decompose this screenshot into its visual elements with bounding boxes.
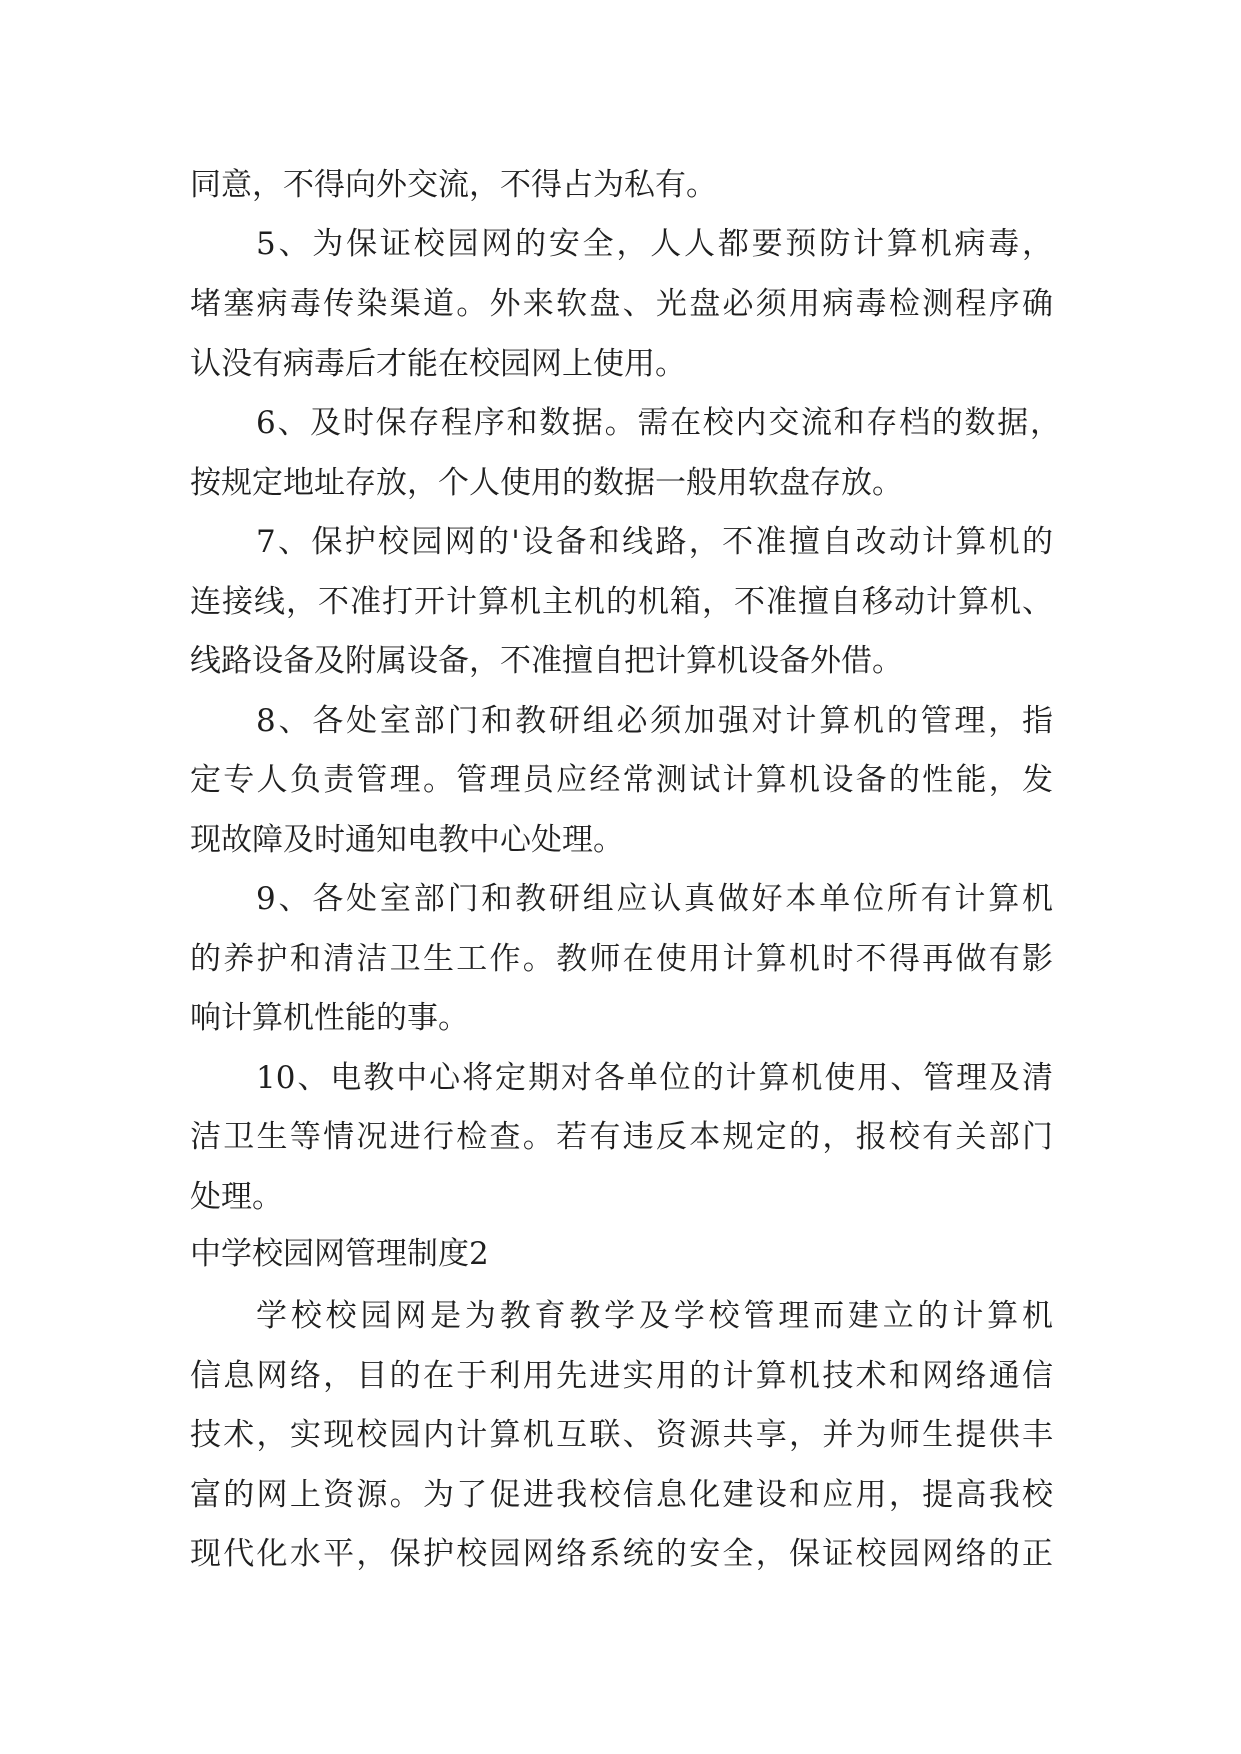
paragraph-line: 6、及时保存程序和数据。需在校内交流和存档的数据，	[256, 405, 1061, 441]
paragraph-line: 同意，不得向外交流，不得占为私有。	[190, 167, 717, 203]
paragraph-line: 10、电教中心将定期对各单位的计算机使用、管理及清	[256, 1060, 1053, 1096]
paragraph-line: 响计算机性能的事。	[190, 1000, 469, 1036]
paragraph-line: 9、各处室部门和教研组应认真做好本单位所有计算机	[256, 881, 1053, 917]
section-heading: 中学校园网管理制度2	[190, 1236, 489, 1272]
paragraph-line: 连接线，不准打开计算机主机的机箱，不准擅自移动计算机、	[190, 584, 1053, 620]
paragraph-line: 信息网络，目的在于利用先进实用的计算机技术和网络通信	[190, 1358, 1053, 1394]
paragraph-line: 现故障及时通知电教中心处理。	[190, 822, 624, 858]
paragraph-line: 的养护和清洁卫生工作。教师在使用计算机时不得再做有影	[190, 941, 1053, 977]
paragraph-line: 处理。	[190, 1179, 283, 1215]
paragraph-line: 8、各处室部门和教研组必须加强对计算机的管理，指	[256, 703, 1053, 739]
paragraph-line: 富的网上资源。为了促进我校信息化建设和应用，提高我校	[190, 1477, 1053, 1513]
paragraph-line: 定专人负责管理。管理员应经常测试计算机设备的性能，发	[190, 762, 1053, 798]
paragraph-line: 线路设备及附属设备，不准擅自把计算机设备外借。	[190, 643, 903, 679]
paragraph-line: 技术，实现校园内计算机互联、资源共享，并为师生提供丰	[190, 1417, 1053, 1453]
paragraph-line: 7、保护校园网的'设备和线路，不准擅自改动计算机的	[256, 524, 1053, 560]
paragraph-line: 现代化水平，保护校园网络系统的安全，保证校园网络的正	[190, 1536, 1053, 1572]
paragraph-line: 洁卫生等情况进行检查。若有违反本规定的，报校有关部门	[190, 1119, 1053, 1155]
paragraph-line: 堵塞病毒传染渠道。外来软盘、光盘必须用病毒检测程序确	[190, 286, 1053, 322]
paragraph-line: 认没有病毒后才能在校园网上使用。	[190, 346, 686, 382]
paragraph-line: 按规定地址存放，个人使用的数据一般用软盘存放。	[190, 465, 903, 501]
paragraph-line: 5、为保证校园网的安全，人人都要预防计算机病毒，	[256, 226, 1053, 262]
paragraph-line: 学校校园网是为教育教学及学校管理而建立的计算机	[256, 1298, 1053, 1334]
